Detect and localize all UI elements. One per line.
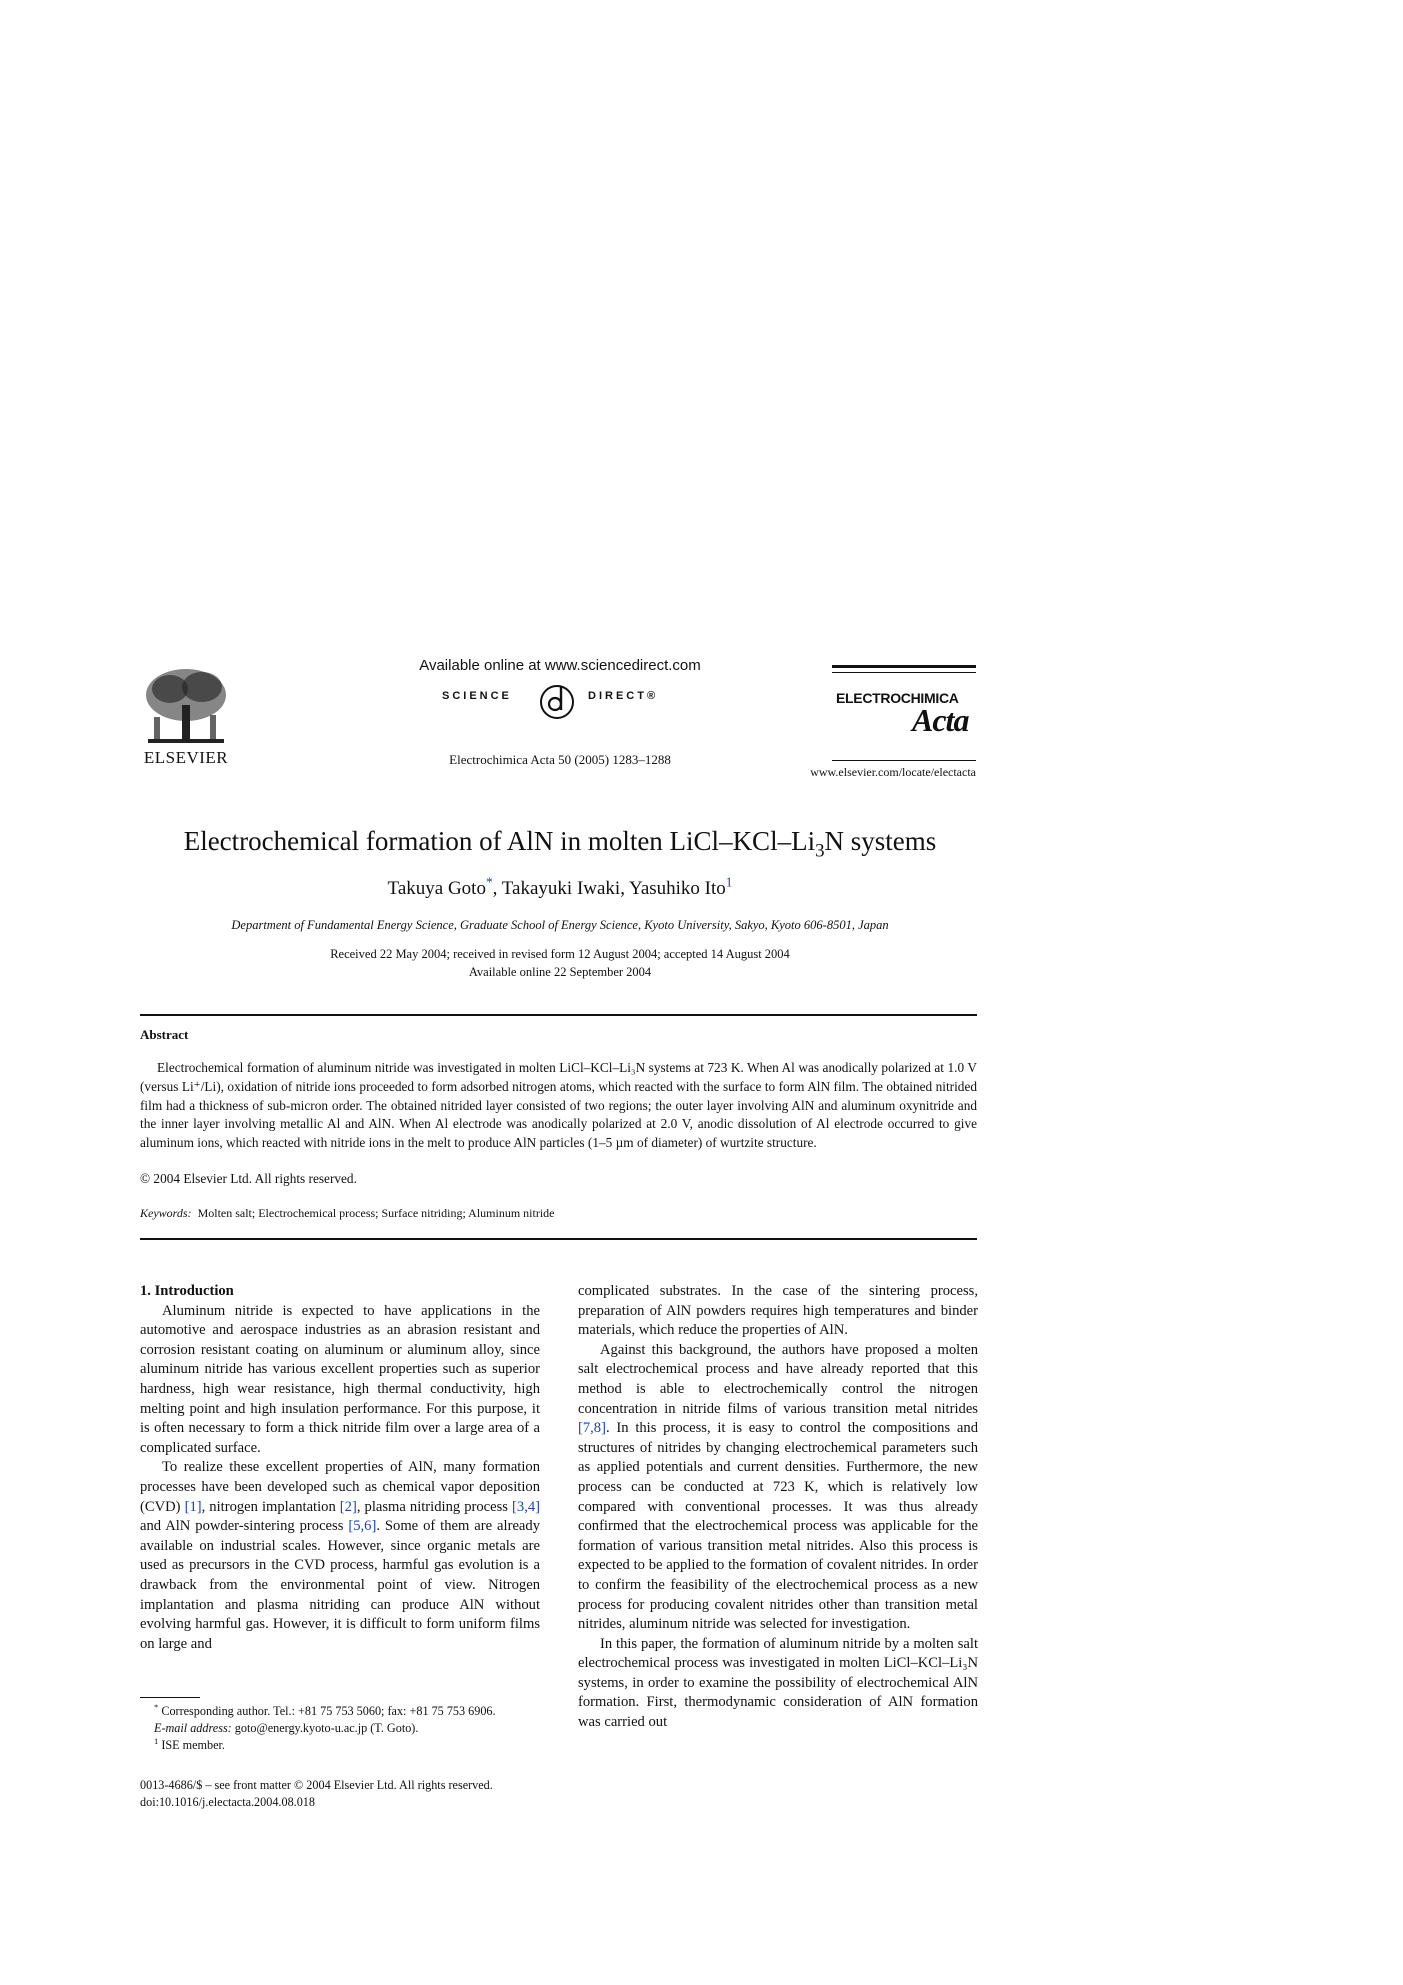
article-dates bbox=[140, 945, 980, 981]
front-matter bbox=[140, 1777, 560, 1811]
body-column-left bbox=[140, 1282, 540, 1654]
citation-link[interactable]: [2] bbox=[339, 1498, 357, 1515]
abstract-top-rule bbox=[140, 1014, 977, 1016]
journal-logo-acta: Acta bbox=[912, 702, 969, 738]
email-link[interactable]: goto@energy.kyoto-u.ac.jp (T. Goto). bbox=[234, 1721, 419, 1735]
received-dates: Received 22 May 2004; received in revised form 12 August 2004; accepted 14 August 2004 bbox=[330, 947, 790, 961]
abstract-bottom-rule bbox=[140, 1238, 977, 1240]
paragraph: Against this background, the authors have proposed a molten salt electrochemical process and have already reported that this method is able to electrochemically control the nitrogen concentration in nitride films of various transition metal nitrides [7,8]. In this process, it is easy to control the compositions and structures of nitrides by changing electrochemical parameters such as applied potentials and current densities. Furthermore, the new process can be conducted at 723 K, which is relatively low compared with conventional processes. It was thus already confirmed that the electrochemical process was applicable for the formation of various transition metal nitrides. Also this process is expected to be applied to the formation of covalent nitrides. In order to confirm the feasibility of the electrochemical process as a new process for producing covalent nitrides other than transition metal nitrides, aluminum nitride was selected for investigation. bbox=[578, 1341, 978, 1633]
article-title: Electrochemical formation of AlN in molten LiCl–$KCl-Li_3N$ systems bbox=[183, 826, 937, 862]
keywords-list: Molten salt; Electrochemical process; Surface nitriding; Aluminum nitride bbox=[197, 1206, 555, 1220]
keywords-label: Keywords: bbox=[140, 1206, 192, 1220]
affiliation: Department of Fundamental Energy Science, Graduate School of Energy Science, Kyoto University, Sakyo, Kyoto 606-8501, Japan bbox=[231, 918, 889, 932]
journal-logo-rule bbox=[832, 760, 976, 761]
keywords bbox=[140, 1206, 554, 1221]
abstract-heading: Abstract bbox=[140, 1027, 189, 1042]
author-list bbox=[140, 874, 980, 900]
section-heading: 1. Introduction bbox=[140, 1283, 234, 1299]
journal-reference: Electrochimica Acta 50 (2005) 1283–1288 bbox=[449, 752, 671, 767]
sciencedirect-left-word: SCIENCE bbox=[442, 690, 512, 702]
journal-logo-title: ELECTROCHIMICA bbox=[836, 690, 959, 706]
corresponding-author-mark[interactable]: * bbox=[485, 874, 493, 890]
abstract-text: Electrochemical formation of aluminum nitride was investigated in molten LiCl–KCl–Li₃N systems at 723 K. When Al was anodically polarized at 1.0 V (versus Li⁺/Li), oxidation of nitride ions proceeded to form adsorbed nitrogen atoms, which reacted with the surface to form AlN film. The obtained nitrided film had a thickness of sub-micron order. The obtained nitrided layer consisted of two regions; the outer layer involving AlN and aluminum oxynitride and the inner layer involving metallic Al and AlN. When Al electrode was anodically polarized at 2.0 V, anodic dissolution of Al electrode occurred to give aluminum ions, which reacted with nitride ions in the melt to produce AlN particles (1–5 µm of diameter) of wurtzite structure. bbox=[140, 1060, 977, 1151]
sciencedirect-d-icon bbox=[535, 678, 579, 722]
paragraph: complicated substrates. In the case of the sintering process, preparation of AlN powders requires high temperatures and binder materials, which reduce the properties of AlN. bbox=[578, 1283, 978, 1339]
doi-link[interactable]: doi:10.1016/j.electacta.2004.08.018 bbox=[140, 1795, 315, 1809]
author-names: , Takayuki Iwaki, Yasuhiko Ito bbox=[492, 878, 726, 899]
journal-logo-rule bbox=[832, 672, 976, 673]
footnote-corresponding: * Corresponding author. Tel.: +81 75 753 5060; fax: +81 75 753 6906. bbox=[154, 1701, 496, 1718]
footnotes bbox=[140, 1703, 560, 1754]
footnote-email: E-mail address: goto@energy.kyoto-u.ac.jp (T. Goto). bbox=[154, 1721, 419, 1735]
footnote-rule bbox=[140, 1697, 200, 1698]
author-name: Takuya Goto bbox=[387, 878, 486, 899]
citation-link[interactable]: [3,4] bbox=[512, 1498, 540, 1515]
available-online-text: Available online at www.sciencedirect.com bbox=[419, 657, 701, 674]
elsevier-wordmark: ELSEVIER bbox=[143, 748, 229, 767]
sciencedirect-logo bbox=[430, 678, 690, 722]
paragraph: To realize these excellent properties of AlN, many formation processes have been developed such as chemical vapor deposition (CVD) [1], nitrogen implantation [2], plasma nitriding process [3,4] and AlN powder-sintering process [5,6]. Some of them are already available on industrial scales. However, since organic metals are used as precursors in the CVD process, harmful gas evolution is a drawback from the environmental point of view. Nitrogen implantation and plasma nitriding can produce AlN without evolving harmful gas. However, it is difficult to form uniform films on large and bbox=[140, 1459, 540, 1652]
body-column-right bbox=[578, 1282, 978, 1733]
front-matter-line: 0013-4686/$ – see front matter © 2004 Elsevier Ltd. All rights reserved. bbox=[140, 1778, 493, 1792]
footnote-member: $^1$ ISE member. bbox=[154, 1735, 225, 1752]
citation-link[interactable]: [1] bbox=[184, 1498, 202, 1515]
citation-link[interactable]: [5,6] bbox=[348, 1518, 377, 1535]
footnote-mark[interactable]: 1 bbox=[725, 874, 733, 890]
citation-link[interactable]: [7,8] bbox=[578, 1420, 606, 1437]
journal-url[interactable]: www.elsevier.com/locate/electacta bbox=[810, 765, 976, 779]
journal-logo-rule bbox=[832, 665, 976, 668]
paragraph: Aluminum nitride is expected to have applications in the automotive and aerospace industries as an abrasion resistant and corrosion resistant coating on aluminum or aluminum alloy, since aluminum nitride has various excellent properties such as superior hardness, high wear resistance, high thermal conductivity, high melting point and high insulation performance. For this purpose, it is often necessary to form a thick nitride film over a large area of a complicated surface. bbox=[140, 1302, 540, 1456]
sciencedirect-right-word: DIRECT® bbox=[588, 690, 659, 702]
abstract-copyright: © 2004 Elsevier Ltd. All rights reserved. bbox=[140, 1171, 357, 1186]
online-date: Available online 22 September 2004 bbox=[468, 965, 652, 979]
paragraph: In this paper, the formation of aluminum nitride by a molten salt electrochemical process was investigated in molten LiCl–KCl–Li₃N systems, in order to examine the possibility of electrochemical AlN formation. First, thermodynamic consideration of AlN formation was carried out bbox=[578, 1635, 978, 1731]
